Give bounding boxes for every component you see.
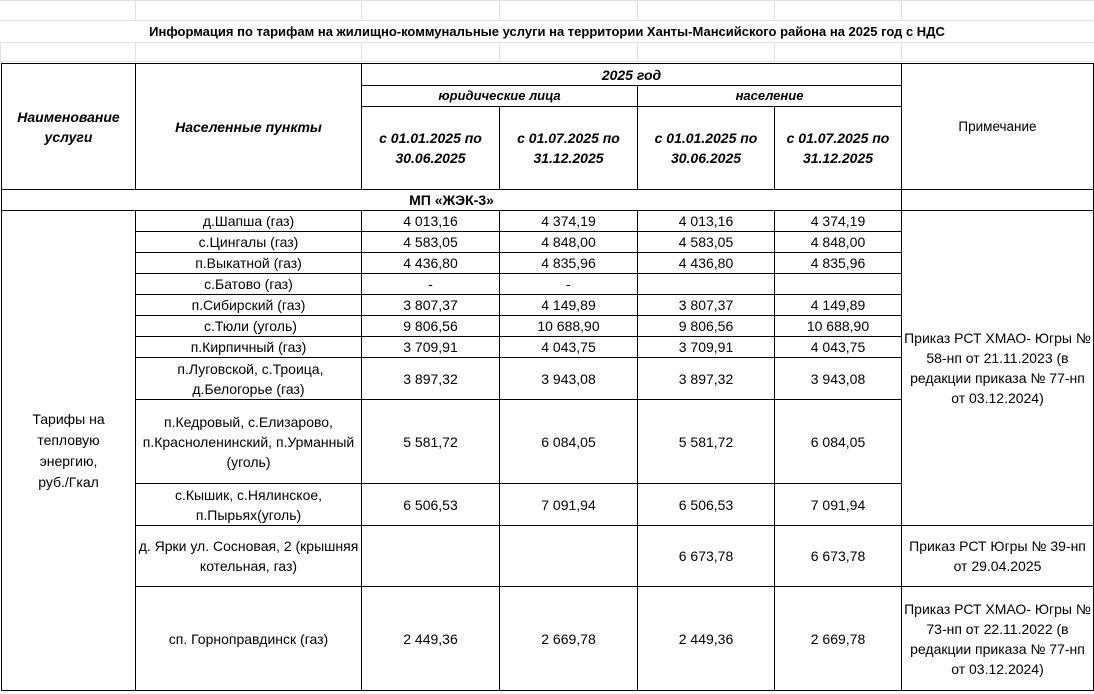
value-cell: 3 709,91 — [362, 337, 500, 358]
value-cell: 3 897,32 — [362, 358, 500, 400]
header-row — [2, 64, 1094, 86]
value-cell: 3 897,32 — [638, 358, 775, 400]
service-name: Тарифы на тепловую энергию, руб./Гкал — [2, 211, 136, 691]
value-cell: 10 688,90 — [500, 316, 638, 337]
gridline — [774, 42, 775, 62]
value-cell: 4 149,89 — [775, 295, 902, 316]
value-cell: 5 581,72 — [362, 400, 500, 484]
place-cell: п.Сибирский (газ) — [136, 295, 362, 316]
header-note: Примечание — [902, 64, 1094, 190]
value-cell: 7 091,94 — [500, 484, 638, 526]
value-cell: 6 673,78 — [775, 526, 902, 587]
gridline — [361, 0, 362, 20]
tariff-table — [1, 63, 1094, 691]
value-cell: 4 149,89 — [500, 295, 638, 316]
header-population: население — [638, 86, 902, 107]
note-cell: Приказ РСТ Югры № 39-нп от 29.04.2025 — [902, 526, 1094, 587]
value-cell: 2 449,36 — [362, 587, 500, 691]
value-cell: 4 043,75 — [775, 337, 902, 358]
value-cell: 3 709,91 — [638, 337, 775, 358]
place-cell: п.Выкатной (газ) — [136, 253, 362, 274]
value-cell: 3 807,37 — [362, 295, 500, 316]
value-cell: 4 013,16 — [362, 211, 500, 232]
place-cell: п.Кедровый, с.Елизарово, п.Красноленинский, п.Урманный (уголь) — [136, 400, 362, 484]
value-cell: 2 669,78 — [500, 587, 638, 691]
gridline — [901, 0, 902, 20]
note-cell: Приказ РСТ ХМАО- Югры № 58-нп от 21.11.2023 (в редакции приказа № 77-нп от 03.12.2024) — [902, 211, 1094, 526]
header-population-period-2: с 01.07.2025 по 31.12.2025 — [775, 107, 902, 190]
table-row — [2, 211, 1094, 232]
place-cell: с.Тюли (уголь) — [136, 316, 362, 337]
value-cell — [775, 274, 902, 295]
place-cell: сп. Горноправдинск (газ) — [136, 587, 362, 691]
place-cell: с.Батово (газ) — [136, 274, 362, 295]
value-cell: 6 084,05 — [500, 400, 638, 484]
place-cell: п.Кирпичный (газ) — [136, 337, 362, 358]
header-legal: юридические лица — [362, 86, 638, 107]
value-cell: 3 943,08 — [500, 358, 638, 400]
value-cell: 4 436,80 — [362, 253, 500, 274]
gridline — [135, 0, 136, 20]
gridline — [361, 42, 362, 62]
value-cell: 4 835,96 — [775, 253, 902, 274]
gridline — [0, 0, 1094, 1]
value-cell: 6 506,53 — [362, 484, 500, 526]
value-cell: 3 943,08 — [775, 358, 902, 400]
gridline — [901, 42, 902, 62]
value-cell: 10 688,90 — [775, 316, 902, 337]
value-cell: 4 583,05 — [638, 232, 775, 253]
header-legal-period-1: с 01.01.2025 по 30.06.2025 — [362, 107, 500, 190]
value-cell — [362, 526, 500, 587]
value-cell: 6 084,05 — [775, 400, 902, 484]
value-cell: 9 806,56 — [362, 316, 500, 337]
header-places: Населенные пункты — [136, 64, 362, 190]
value-cell: 2 669,78 — [775, 587, 902, 691]
gridline — [0, 42, 1, 62]
organization-note-cell — [902, 190, 1094, 211]
gridline — [499, 42, 500, 62]
note-cell: Приказ РСТ ХМАО- Югры № 73-нп от 22.11.2022 (в редакции приказа № 77-нп от 03.12.2024) — [902, 587, 1094, 691]
value-cell: 9 806,56 — [638, 316, 775, 337]
value-cell: 4 043,75 — [500, 337, 638, 358]
table-row — [2, 526, 1094, 587]
header-population-period-1: с 01.01.2025 по 30.06.2025 — [638, 107, 775, 190]
gridline — [637, 42, 638, 62]
gridline — [637, 0, 638, 20]
value-cell: 4 583,05 — [362, 232, 500, 253]
place-cell: д. Ярки ул. Сосновая, 2 (крышняя котельная, газ) — [136, 526, 362, 587]
value-cell: 4 374,19 — [500, 211, 638, 232]
value-cell: 4 436,80 — [638, 253, 775, 274]
value-cell: 4 835,96 — [500, 253, 638, 274]
header-legal-period-2: с 01.07.2025 по 31.12.2025 — [500, 107, 638, 190]
organization-name: МП «ЖЭК-3» — [2, 190, 902, 211]
value-cell: - — [362, 274, 500, 295]
value-cell: - — [500, 274, 638, 295]
value-cell: 4 848,00 — [500, 232, 638, 253]
value-cell: 4 013,16 — [638, 211, 775, 232]
gridline — [0, 20, 1094, 21]
gridline — [499, 0, 500, 20]
organization-row — [2, 190, 1094, 211]
value-cell: 6 673,78 — [638, 526, 775, 587]
place-cell: п.Луговской, с.Троица, д.Белогорье (газ) — [136, 358, 362, 400]
gridline — [135, 42, 136, 62]
place-cell: с.Цингалы (газ) — [136, 232, 362, 253]
place-cell: д.Шапша (газ) — [136, 211, 362, 232]
gridline — [0, 42, 1094, 43]
value-cell — [638, 274, 775, 295]
value-cell: 5 581,72 — [638, 400, 775, 484]
value-cell: 4 374,19 — [775, 211, 902, 232]
gridline — [0, 61, 1094, 62]
table-row — [2, 587, 1094, 691]
page-title: Информация по тарифам на жилищно-коммунальные услуги на территории Ханты-Мансийского района на 2025 год с НДС — [149, 24, 945, 39]
value-cell: 2 449,36 — [638, 587, 775, 691]
gridline — [774, 0, 775, 20]
value-cell: 7 091,94 — [775, 484, 902, 526]
value-cell: 4 848,00 — [775, 232, 902, 253]
value-cell — [500, 526, 638, 587]
value-cell: 3 807,37 — [638, 295, 775, 316]
value-cell: 6 506,53 — [638, 484, 775, 526]
place-cell: с.Кышик, с.Нялинское, п.Пырьях(уголь) — [136, 484, 362, 526]
header-service: Наименование услуги — [2, 64, 136, 190]
header-year: 2025 год — [362, 64, 902, 86]
